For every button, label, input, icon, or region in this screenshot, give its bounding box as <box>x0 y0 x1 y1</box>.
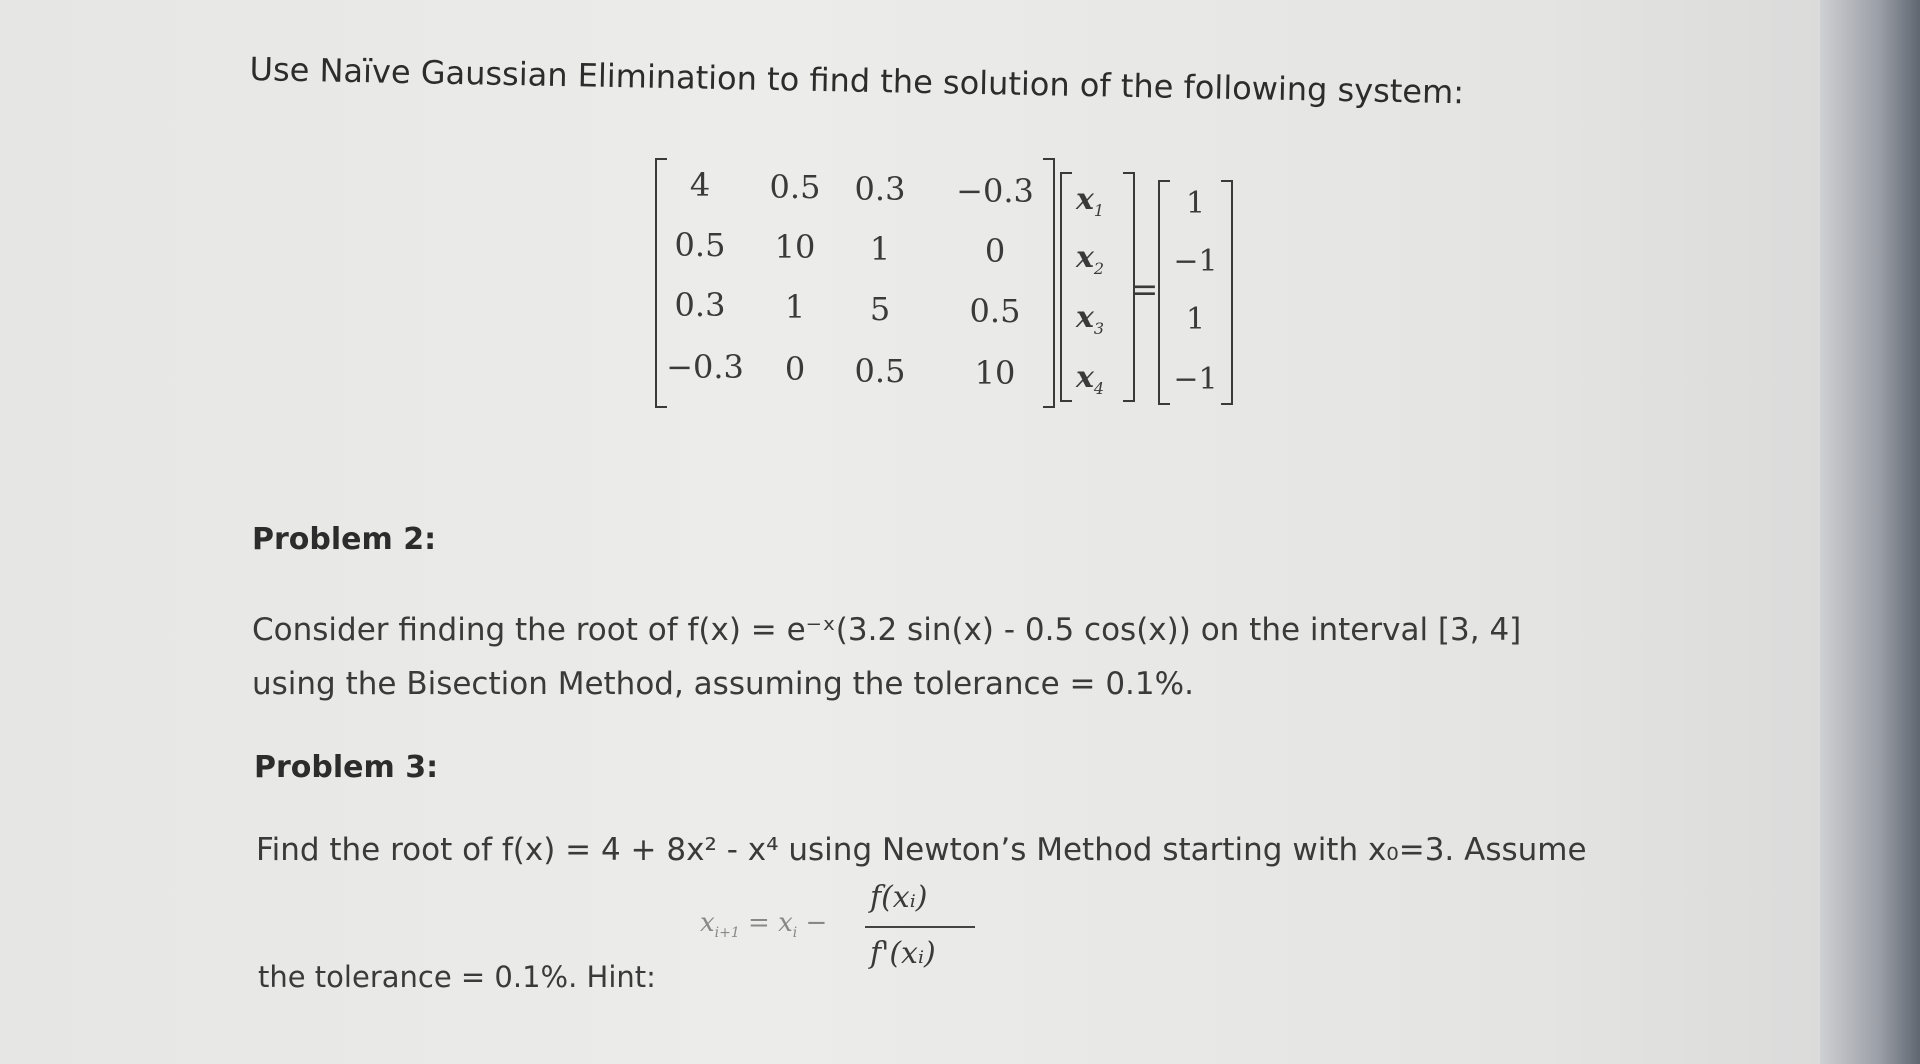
rhs-cell: −1 <box>1173 362 1218 397</box>
matrix-cell: 0 <box>784 350 806 388</box>
unknown-x4: $x_4$ <box>1076 360 1105 398</box>
matrix-cell: 0.3 <box>854 170 906 208</box>
problem3-text-line1: Find the root of f(x) = 4 + 8x² - x⁴ using Newton’s Method starting with x₀=3. Assume <box>256 832 1587 868</box>
problem1-title: Use Naïve Gaussian Elimination to find the solution of the following system: <box>249 50 1465 112</box>
problem3-heading: Problem 3: <box>254 750 439 785</box>
page-edge-shadow <box>1820 0 1920 1064</box>
vector-left-bracket <box>1060 172 1072 402</box>
matrix-cell: −0.3 <box>956 172 1034 210</box>
matrix-cell: 0.5 <box>969 292 1021 330</box>
fraction-bar <box>865 926 975 928</box>
coefficient-matrix <box>655 158 1055 408</box>
problem3-text-line2: the tolerance = 0.1%. Hint: <box>258 960 656 994</box>
matrix-cell: 4 <box>689 166 711 204</box>
equals-sign: = <box>1130 270 1159 310</box>
matrix-cell: 5 <box>869 290 891 328</box>
formula-numerator: f(xᵢ) <box>870 880 928 915</box>
matrix-cell: 0.3 <box>674 286 726 324</box>
matrix-cell: 10 <box>774 228 816 266</box>
rhs-vector <box>1158 180 1233 405</box>
matrix-cell: −0.3 <box>666 348 744 386</box>
unknown-x3: $x_3$ <box>1076 300 1105 338</box>
matrix-cell: 0 <box>984 232 1006 270</box>
matrix-cell: 1 <box>784 288 806 326</box>
problem2-text-line2: using the Bisection Method, assuming the tolerance = 0.1%. <box>252 666 1194 702</box>
rhs-cell: −1 <box>1173 244 1218 279</box>
unknown-x1: $x_1$ <box>1076 182 1105 220</box>
unknown-vector <box>1060 172 1135 402</box>
matrix-cell: 10 <box>974 354 1016 392</box>
matrix-cell: 0.5 <box>769 168 821 206</box>
matrix-cell: 0.5 <box>854 352 906 390</box>
formula-lhs: $x_{i+1} = x_i$ − <box>700 908 828 942</box>
unknown-x2: $x_2$ <box>1076 240 1105 278</box>
formula-denominator: f'(xᵢ) <box>870 936 936 971</box>
matrix-cell: 0.5 <box>674 226 726 264</box>
rhs-cell: 1 <box>1185 302 1206 337</box>
problem2-text-line1: Consider finding the root of f(x) = e⁻ˣ(3.2 sin(x) - 0.5 cos(x)) on the interval [3, 4] <box>252 612 1522 648</box>
rhs-cell: 1 <box>1185 186 1206 221</box>
matrix-cell: 1 <box>869 230 891 268</box>
problem2-heading: Problem 2: <box>252 522 437 557</box>
